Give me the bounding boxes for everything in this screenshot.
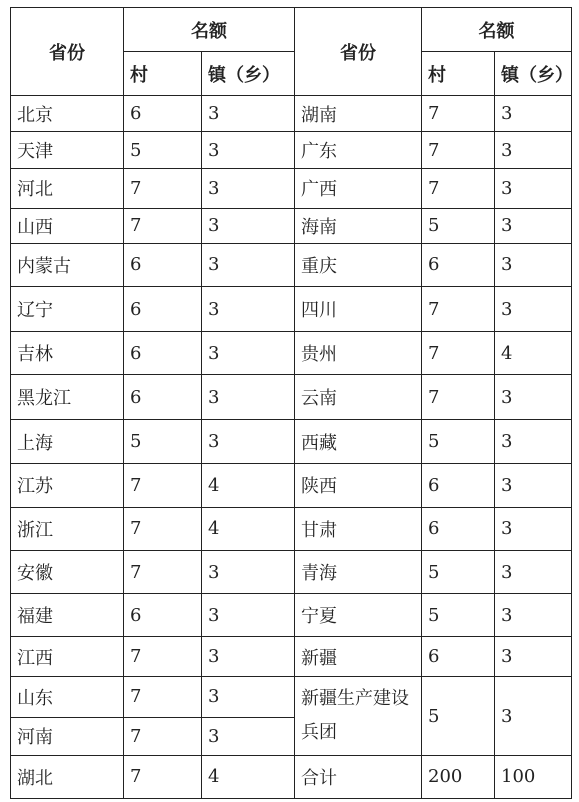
table-row [11,243,572,286]
province-cell: 天津 [11,132,124,168]
table-row [11,594,572,637]
town-count-cell: 3 [495,550,572,593]
town-count-cell: 3 [202,286,295,331]
town-count-cell: 3 [202,677,295,717]
province-cell: 山东 [11,677,124,717]
header-quota-right: 名额 [422,8,572,52]
province-cell: 海南 [295,208,422,243]
province-cell: 四川 [295,286,422,331]
town-count-cell: 3 [202,594,295,637]
town-count-cell: 100 [495,755,572,798]
province-cell: 合计 [295,755,422,798]
province-cell: 湖北 [11,755,124,798]
header-town-left: 镇（乡） [202,52,295,96]
village-count-cell: 7 [422,132,495,168]
village-count-cell: 200 [422,755,495,798]
province-cell: 陕西 [295,463,422,507]
village-count-cell: 6 [422,243,495,286]
town-count-cell: 3 [202,96,295,132]
province-cell: 重庆 [295,243,422,286]
province-cell: 黑龙江 [11,375,124,420]
town-count-cell: 4 [202,755,295,798]
town-count-cell: 3 [495,132,572,168]
province-cell: 广西 [295,168,422,208]
header-quota-left: 名额 [124,8,295,52]
table-row [11,755,572,798]
town-count-cell: 3 [202,132,295,168]
town-count-cell: 3 [495,420,572,463]
town-count-cell: 4 [202,463,295,507]
village-count-cell: 6 [124,594,202,637]
province-cell: 湖南 [295,96,422,132]
town-count-cell: 3 [202,420,295,463]
town-count-cell: 3 [202,243,295,286]
province-cell: 江西 [11,637,124,677]
province-cell: 新疆生产建设兵团 [295,677,422,755]
village-count-cell: 6 [422,507,495,550]
town-count-cell: 3 [202,332,295,375]
town-count-cell: 3 [495,243,572,286]
header-village-left: 村 [124,52,202,96]
province-cell: 北京 [11,96,124,132]
village-count-cell: 6 [124,286,202,331]
town-count-cell: 3 [495,463,572,507]
village-count-cell: 7 [124,463,202,507]
province-cell: 安徽 [11,550,124,593]
header-province-right: 省份 [295,8,422,96]
province-cell: 河南 [11,717,124,755]
village-count-cell: 6 [422,637,495,677]
village-count-cell: 5 [124,132,202,168]
table-row [11,420,572,463]
village-count-cell: 7 [124,637,202,677]
province-cell: 甘肃 [295,507,422,550]
village-count-cell: 7 [124,677,202,717]
village-count-cell: 5 [422,677,495,755]
village-count-cell: 7 [422,96,495,132]
province-cell: 西藏 [295,420,422,463]
province-cell: 广东 [295,132,422,168]
table-row [11,507,572,550]
province-cell: 云南 [295,375,422,420]
table-row [11,168,572,208]
village-count-cell: 7 [422,286,495,331]
village-count-cell: 5 [422,208,495,243]
table-row [11,332,572,375]
village-count-cell: 7 [422,375,495,420]
town-count-cell: 3 [202,375,295,420]
table-row [11,208,572,243]
table-row [11,550,572,593]
town-count-cell: 3 [495,677,572,755]
province-cell: 青海 [295,550,422,593]
town-count-cell: 3 [202,637,295,677]
village-count-cell: 7 [124,550,202,593]
town-count-cell: 3 [202,208,295,243]
town-count-cell: 3 [495,208,572,243]
village-count-cell: 7 [124,717,202,755]
province-cell: 贵州 [295,332,422,375]
province-cell: 浙江 [11,507,124,550]
province-cell: 吉林 [11,332,124,375]
town-count-cell: 4 [495,332,572,375]
town-count-cell: 3 [202,550,295,593]
village-count-cell: 5 [124,420,202,463]
village-count-cell: 7 [124,755,202,798]
table-row [11,132,572,168]
town-count-cell: 3 [495,375,572,420]
town-count-cell: 3 [495,286,572,331]
town-count-cell: 3 [495,168,572,208]
village-count-cell: 6 [124,375,202,420]
province-cell: 福建 [11,594,124,637]
table-row [11,463,572,507]
village-count-cell: 7 [422,168,495,208]
province-cell: 河北 [11,168,124,208]
village-count-cell: 6 [124,96,202,132]
table-row [11,375,572,420]
header-province-left: 省份 [11,8,124,96]
village-count-cell: 5 [422,594,495,637]
village-count-cell: 7 [124,507,202,550]
town-count-cell: 3 [202,168,295,208]
header-town-right: 镇（乡） [495,52,572,96]
village-count-cell: 7 [422,332,495,375]
town-count-cell: 4 [202,507,295,550]
table-row [11,637,572,677]
province-cell: 辽宁 [11,286,124,331]
village-count-cell: 7 [124,208,202,243]
village-count-cell: 5 [422,550,495,593]
header-village-right: 村 [422,52,495,96]
province-cell: 内蒙古 [11,243,124,286]
province-cell: 山西 [11,208,124,243]
village-count-cell: 7 [124,168,202,208]
village-count-cell: 6 [422,463,495,507]
table-row [11,286,572,331]
province-cell: 江苏 [11,463,124,507]
village-count-cell: 6 [124,332,202,375]
village-count-cell: 5 [422,420,495,463]
town-count-cell: 3 [202,717,295,755]
town-count-cell: 3 [495,637,572,677]
province-cell: 上海 [11,420,124,463]
town-count-cell: 3 [495,594,572,637]
village-count-cell: 6 [124,243,202,286]
province-cell: 新疆 [295,637,422,677]
town-count-cell: 3 [495,507,572,550]
quota-table [10,7,572,799]
table-row [11,677,572,717]
province-cell: 宁夏 [295,594,422,637]
town-count-cell: 3 [495,96,572,132]
table-row [11,96,572,132]
